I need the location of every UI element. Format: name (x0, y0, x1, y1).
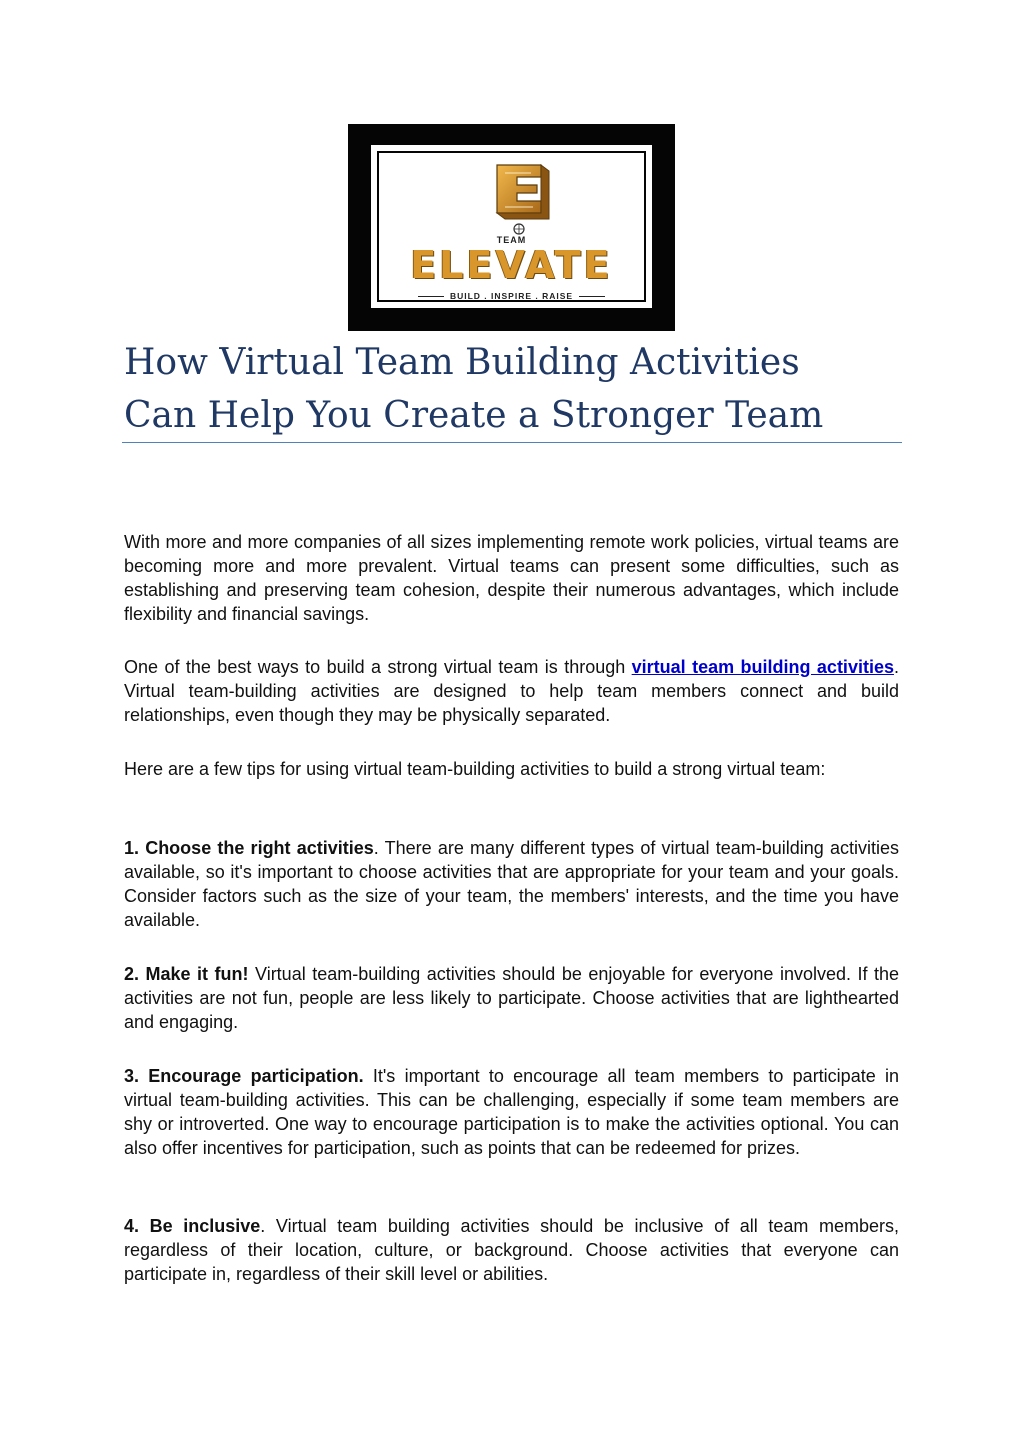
logo-tagline-text: BUILD . INSPIRE . RAISE (449, 291, 574, 301)
tip-3-paragraph (124, 1064, 899, 1160)
logo-team-label: TEAM (496, 235, 527, 245)
tip-4-heading: 4. Be inclusive (124, 1216, 261, 1236)
article-title (124, 336, 904, 442)
tips-intro-paragraph: Here are a few tips for using virtual team-building activities to build a strong virtual team: (124, 759, 826, 779)
tip-4-body: . Virtual team building activities should be inclusive of all team members, regardless of their location, culture, or background. Choose activities that everyone can participate in, regardless of their skill level or abilities. (124, 1216, 899, 1284)
tip-4-paragraph (124, 1214, 899, 1286)
virtual-team-building-link[interactable]: virtual team building activities (631, 657, 894, 677)
tip-2-body: Virtual team-building activities should be enjoyable for everyone involved. If the activities are not fun, people are less likely to participate. Choose activities that are lighthearted and engaging. (124, 964, 900, 1032)
tip-1-paragraph (124, 836, 899, 932)
link-paragraph-lead: One of the best ways to build a strong virtual team is through (124, 657, 632, 677)
tip-2-heading: 2. Make it fun! (124, 964, 249, 984)
link-paragraph-tail: . Virtual team-building activities are designed to help team members connect and build relationships, even though they may be physically separated. (124, 657, 899, 725)
team-elevate-logo (348, 124, 675, 331)
link-paragraph (124, 655, 899, 727)
title-divider (122, 442, 902, 443)
logo-white-panel (377, 151, 646, 302)
elevate-emblem-icon (487, 161, 551, 237)
logo-tagline (379, 291, 644, 301)
tip-3-body: It's important to encourage all team members to participate in virtual team-building activities. This can be challenging, especially if some team members are shy or introverted. One way to encourage participation is to make the activities optional. You can also offer incentives for participation, such as points that can be redeemed for prizes. (124, 1066, 899, 1158)
tip-3-heading: 3. Encourage participation. (124, 1066, 364, 1086)
tip-1-heading: 1. Choose the right activities (124, 838, 374, 858)
tip-2-paragraph (124, 962, 899, 1034)
article-title-line-1: How Virtual Team Building Activities (124, 342, 800, 383)
tip-1-body: . There are many different types of virtual team-building activities available, so it's important to choose activities that are appropriate for your team and your goals. Consider factors such as the size of your team, the members' interests, and the time you have available. (124, 838, 899, 930)
logo-inner-frame (368, 142, 655, 311)
logo-wordmark: ELEVATE (410, 243, 613, 287)
intro-paragraph: With more and more companies of all sizes implementing remote work policies, virtual teams are becoming more and more prevalent. Virtual teams can present some difficulties, such as establishing and preserving team cohesion, despite their numerous advantages, which include flexibility and financial savings. (124, 532, 899, 624)
article-title-line-2: Can Help You Create a Stronger Team (124, 395, 824, 436)
